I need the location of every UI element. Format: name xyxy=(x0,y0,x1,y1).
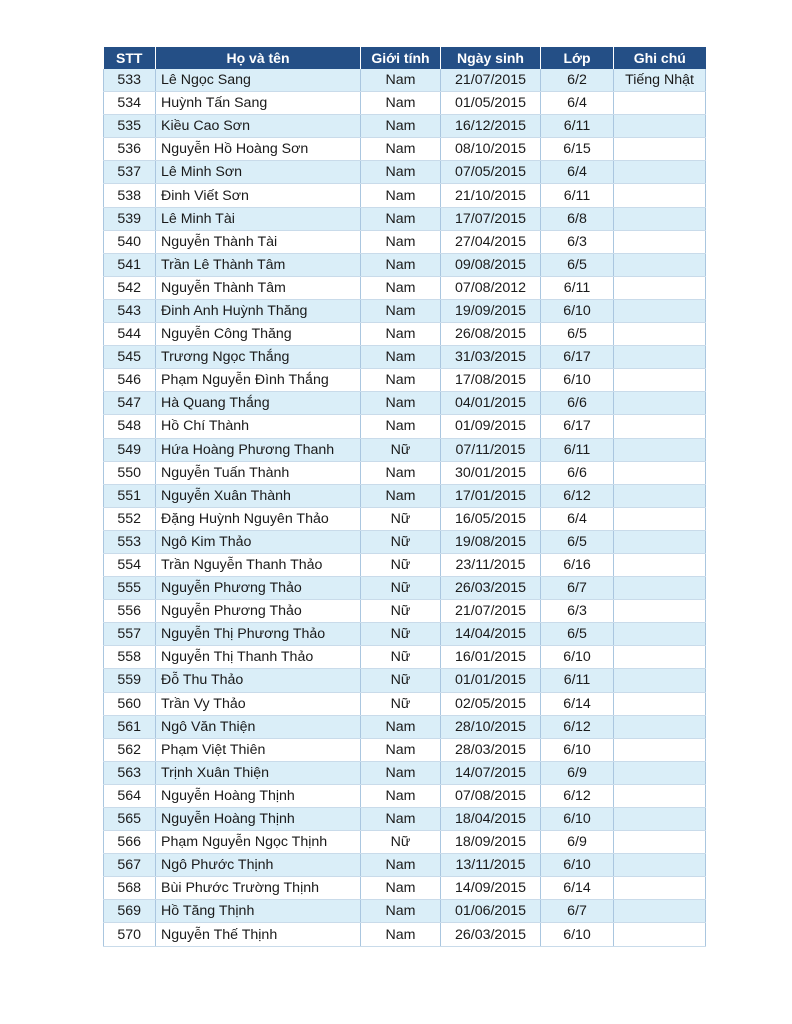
cell-class: 6/2 xyxy=(541,69,614,92)
cell-note xyxy=(614,461,706,484)
cell-stt: 549 xyxy=(104,438,156,461)
cell-note xyxy=(614,438,706,461)
cell-name: Lê Ngọc Sang xyxy=(156,69,361,92)
table-row xyxy=(104,438,706,461)
cell-note xyxy=(614,692,706,715)
cell-stt: 566 xyxy=(104,831,156,854)
cell-name: Lê Minh Tài xyxy=(156,207,361,230)
cell-gender: Nam xyxy=(361,184,441,207)
cell-name: Phạm Nguyễn Đình Thắng xyxy=(156,369,361,392)
cell-class: 6/17 xyxy=(541,346,614,369)
header-full-name: Họ và tên xyxy=(156,47,361,69)
cell-class: 6/10 xyxy=(541,808,614,831)
table-row xyxy=(104,831,706,854)
table-row xyxy=(104,507,706,530)
cell-class: 6/6 xyxy=(541,461,614,484)
cell-gender: Nữ xyxy=(361,530,441,553)
cell-name: Trịnh Xuân Thiện xyxy=(156,761,361,784)
table-row xyxy=(104,253,706,276)
cell-note xyxy=(614,323,706,346)
table-row xyxy=(104,276,706,299)
cell-gender: Nam xyxy=(361,900,441,923)
cell-stt: 565 xyxy=(104,808,156,831)
cell-gender: Nam xyxy=(361,276,441,299)
cell-note: Tiếng Nhật xyxy=(614,69,706,92)
cell-dob: 14/07/2015 xyxy=(441,761,541,784)
table-row xyxy=(104,461,706,484)
table-row xyxy=(104,323,706,346)
cell-dob: 31/03/2015 xyxy=(441,346,541,369)
cell-gender: Nam xyxy=(361,715,441,738)
cell-dob: 21/10/2015 xyxy=(441,184,541,207)
cell-stt: 546 xyxy=(104,369,156,392)
cell-class: 6/11 xyxy=(541,669,614,692)
cell-name: Lê Minh Sơn xyxy=(156,161,361,184)
cell-note xyxy=(614,808,706,831)
cell-note xyxy=(614,854,706,877)
cell-stt: 555 xyxy=(104,577,156,600)
cell-stt: 550 xyxy=(104,461,156,484)
cell-dob: 07/05/2015 xyxy=(441,161,541,184)
cell-dob: 18/09/2015 xyxy=(441,831,541,854)
cell-class: 6/11 xyxy=(541,184,614,207)
table-row xyxy=(104,738,706,761)
cell-class: 6/17 xyxy=(541,415,614,438)
cell-stt: 535 xyxy=(104,115,156,138)
cell-dob: 01/05/2015 xyxy=(441,92,541,115)
cell-name: Nguyễn Hoàng Thịnh xyxy=(156,808,361,831)
table-row xyxy=(104,784,706,807)
cell-note xyxy=(614,138,706,161)
cell-stt: 567 xyxy=(104,854,156,877)
table-row xyxy=(104,877,706,900)
table-row xyxy=(104,692,706,715)
cell-class: 6/16 xyxy=(541,553,614,576)
cell-note xyxy=(614,669,706,692)
cell-dob: 17/01/2015 xyxy=(441,484,541,507)
cell-dob: 17/08/2015 xyxy=(441,369,541,392)
header-gender: Giới tính xyxy=(361,47,441,69)
cell-class: 6/14 xyxy=(541,692,614,715)
cell-dob: 07/11/2015 xyxy=(441,438,541,461)
cell-dob: 30/01/2015 xyxy=(441,461,541,484)
cell-gender: Nam xyxy=(361,738,441,761)
table-row xyxy=(104,530,706,553)
cell-gender: Nam xyxy=(361,784,441,807)
cell-name: Ngô Kim Thảo xyxy=(156,530,361,553)
cell-stt: 560 xyxy=(104,692,156,715)
cell-note xyxy=(614,507,706,530)
cell-class: 6/15 xyxy=(541,138,614,161)
cell-name: Huỳnh Tấn Sang xyxy=(156,92,361,115)
cell-name: Hứa Hoàng Phương Thanh xyxy=(156,438,361,461)
cell-dob: 13/11/2015 xyxy=(441,854,541,877)
cell-name: Trần Lê Thành Tâm xyxy=(156,253,361,276)
table-row xyxy=(104,923,706,946)
cell-stt: 551 xyxy=(104,484,156,507)
cell-note xyxy=(614,92,706,115)
cell-gender: Nam xyxy=(361,877,441,900)
cell-name: Kiều Cao Sơn xyxy=(156,115,361,138)
cell-note xyxy=(614,253,706,276)
cell-gender: Nữ xyxy=(361,553,441,576)
cell-name: Trương Ngọc Thắng xyxy=(156,346,361,369)
cell-gender: Nam xyxy=(361,207,441,230)
table-row xyxy=(104,369,706,392)
cell-name: Đinh Viết Sơn xyxy=(156,184,361,207)
cell-name: Nguyễn Phương Thảo xyxy=(156,600,361,623)
cell-stt: 543 xyxy=(104,299,156,322)
table-row xyxy=(104,115,706,138)
cell-gender: Nam xyxy=(361,92,441,115)
table-row xyxy=(104,415,706,438)
cell-dob: 27/04/2015 xyxy=(441,230,541,253)
cell-dob: 07/08/2015 xyxy=(441,784,541,807)
table-row xyxy=(104,623,706,646)
cell-note xyxy=(614,877,706,900)
table-row xyxy=(104,138,706,161)
table-row xyxy=(104,299,706,322)
cell-name: Trần Vy Thảo xyxy=(156,692,361,715)
cell-name: Nguyễn Phương Thảo xyxy=(156,577,361,600)
cell-stt: 569 xyxy=(104,900,156,923)
cell-dob: 14/04/2015 xyxy=(441,623,541,646)
cell-stt: 559 xyxy=(104,669,156,692)
cell-note xyxy=(614,784,706,807)
cell-note xyxy=(614,207,706,230)
cell-class: 6/4 xyxy=(541,161,614,184)
table-row xyxy=(104,230,706,253)
cell-class: 6/12 xyxy=(541,484,614,507)
cell-class: 6/9 xyxy=(541,831,614,854)
cell-dob: 09/08/2015 xyxy=(441,253,541,276)
cell-gender: Nam xyxy=(361,369,441,392)
cell-stt: 553 xyxy=(104,530,156,553)
cell-note xyxy=(614,761,706,784)
cell-stt: 556 xyxy=(104,600,156,623)
cell-dob: 04/01/2015 xyxy=(441,392,541,415)
cell-note xyxy=(614,553,706,576)
cell-gender: Nam xyxy=(361,923,441,946)
cell-dob: 16/05/2015 xyxy=(441,507,541,530)
cell-dob: 08/10/2015 xyxy=(441,138,541,161)
cell-stt: 538 xyxy=(104,184,156,207)
cell-gender: Nữ xyxy=(361,831,441,854)
cell-class: 6/8 xyxy=(541,207,614,230)
cell-stt: 537 xyxy=(104,161,156,184)
cell-gender: Nam xyxy=(361,138,441,161)
cell-name: Nguyễn Thành Tâm xyxy=(156,276,361,299)
cell-stt: 542 xyxy=(104,276,156,299)
cell-note xyxy=(614,346,706,369)
cell-class: 6/14 xyxy=(541,877,614,900)
cell-dob: 16/01/2015 xyxy=(441,646,541,669)
cell-dob: 21/07/2015 xyxy=(441,600,541,623)
cell-class: 6/10 xyxy=(541,923,614,946)
header-class: Lớp xyxy=(541,47,614,69)
cell-dob: 21/07/2015 xyxy=(441,69,541,92)
cell-name: Nguyễn Công Thăng xyxy=(156,323,361,346)
cell-gender: Nam xyxy=(361,461,441,484)
cell-stt: 541 xyxy=(104,253,156,276)
cell-class: 6/7 xyxy=(541,577,614,600)
header-row xyxy=(104,47,706,69)
cell-name: Phạm Việt Thiên xyxy=(156,738,361,761)
cell-gender: Nam xyxy=(361,761,441,784)
cell-dob: 01/09/2015 xyxy=(441,415,541,438)
cell-gender: Nam xyxy=(361,299,441,322)
cell-gender: Nữ xyxy=(361,692,441,715)
cell-note xyxy=(614,900,706,923)
cell-gender: Nam xyxy=(361,115,441,138)
header-note: Ghi chú xyxy=(614,47,706,69)
cell-gender: Nam xyxy=(361,323,441,346)
table-row xyxy=(104,184,706,207)
cell-gender: Nữ xyxy=(361,438,441,461)
cell-note xyxy=(614,600,706,623)
cell-dob: 17/07/2015 xyxy=(441,207,541,230)
cell-name: Ngô Văn Thiện xyxy=(156,715,361,738)
table-row xyxy=(104,553,706,576)
cell-name: Ngô Phước Thịnh xyxy=(156,854,361,877)
cell-stt: 548 xyxy=(104,415,156,438)
cell-gender: Nam xyxy=(361,484,441,507)
cell-gender: Nữ xyxy=(361,646,441,669)
table-row xyxy=(104,577,706,600)
cell-name: Nguyễn Thị Thanh Thảo xyxy=(156,646,361,669)
cell-dob: 18/04/2015 xyxy=(441,808,541,831)
cell-class: 6/5 xyxy=(541,323,614,346)
cell-note xyxy=(614,184,706,207)
table-row xyxy=(104,715,706,738)
cell-note xyxy=(614,484,706,507)
cell-name: Hồ Chí Thành xyxy=(156,415,361,438)
cell-name: Nguyễn Hoàng Thịnh xyxy=(156,784,361,807)
cell-name: Đặng Huỳnh Nguyên Thảo xyxy=(156,507,361,530)
cell-class: 6/6 xyxy=(541,392,614,415)
cell-stt: 568 xyxy=(104,877,156,900)
table-row xyxy=(104,646,706,669)
table-row xyxy=(104,346,706,369)
cell-gender: Nam xyxy=(361,854,441,877)
cell-stt: 536 xyxy=(104,138,156,161)
cell-dob: 01/01/2015 xyxy=(441,669,541,692)
cell-dob: 28/03/2015 xyxy=(441,738,541,761)
cell-class: 6/10 xyxy=(541,299,614,322)
cell-stt: 554 xyxy=(104,553,156,576)
cell-gender: Nữ xyxy=(361,600,441,623)
cell-note xyxy=(614,646,706,669)
cell-name: Nguyễn Thị Phương Thảo xyxy=(156,623,361,646)
cell-gender: Nam xyxy=(361,69,441,92)
cell-stt: 539 xyxy=(104,207,156,230)
cell-class: 6/10 xyxy=(541,854,614,877)
cell-gender: Nữ xyxy=(361,623,441,646)
cell-note xyxy=(614,276,706,299)
cell-dob: 16/12/2015 xyxy=(441,115,541,138)
cell-dob: 26/03/2015 xyxy=(441,923,541,946)
cell-gender: Nam xyxy=(361,161,441,184)
cell-gender: Nữ xyxy=(361,577,441,600)
cell-class: 6/10 xyxy=(541,738,614,761)
cell-dob: 01/06/2015 xyxy=(441,900,541,923)
cell-note xyxy=(614,161,706,184)
cell-name: Nguyễn Hồ Hoàng Sơn xyxy=(156,138,361,161)
cell-class: 6/4 xyxy=(541,92,614,115)
cell-class: 6/12 xyxy=(541,784,614,807)
cell-dob: 26/08/2015 xyxy=(441,323,541,346)
cell-note xyxy=(614,623,706,646)
cell-class: 6/10 xyxy=(541,646,614,669)
cell-gender: Nam xyxy=(361,253,441,276)
cell-note xyxy=(614,392,706,415)
cell-stt: 564 xyxy=(104,784,156,807)
cell-stt: 544 xyxy=(104,323,156,346)
cell-name: Bùi Phước Trường Thịnh xyxy=(156,877,361,900)
cell-gender: Nữ xyxy=(361,507,441,530)
cell-note xyxy=(614,369,706,392)
cell-class: 6/10 xyxy=(541,369,614,392)
cell-name: Nguyễn Thế Thịnh xyxy=(156,923,361,946)
header-date-of-birth: Ngày sinh xyxy=(441,47,541,69)
cell-note xyxy=(614,923,706,946)
table-row xyxy=(104,69,706,92)
student-roster-table xyxy=(103,47,706,947)
table-row xyxy=(104,600,706,623)
cell-stt: 533 xyxy=(104,69,156,92)
cell-note xyxy=(614,831,706,854)
cell-dob: 28/10/2015 xyxy=(441,715,541,738)
cell-name: Đinh Anh Huỳnh Thăng xyxy=(156,299,361,322)
cell-gender: Nữ xyxy=(361,669,441,692)
cell-note xyxy=(614,530,706,553)
cell-gender: Nam xyxy=(361,392,441,415)
cell-stt: 547 xyxy=(104,392,156,415)
cell-class: 6/5 xyxy=(541,253,614,276)
table-row xyxy=(104,669,706,692)
cell-name: Phạm Nguyễn Ngọc Thịnh xyxy=(156,831,361,854)
cell-dob: 19/08/2015 xyxy=(441,530,541,553)
cell-note xyxy=(614,115,706,138)
cell-class: 6/5 xyxy=(541,623,614,646)
table-row xyxy=(104,92,706,115)
cell-note xyxy=(614,230,706,253)
table-row xyxy=(104,161,706,184)
cell-dob: 19/09/2015 xyxy=(441,299,541,322)
cell-class: 6/5 xyxy=(541,530,614,553)
cell-stt: 557 xyxy=(104,623,156,646)
cell-name: Nguyễn Thành Tài xyxy=(156,230,361,253)
cell-note xyxy=(614,715,706,738)
cell-stt: 540 xyxy=(104,230,156,253)
table-row xyxy=(104,484,706,507)
cell-dob: 26/03/2015 xyxy=(441,577,541,600)
cell-stt: 563 xyxy=(104,761,156,784)
cell-dob: 07/08/2012 xyxy=(441,276,541,299)
cell-dob: 14/09/2015 xyxy=(441,877,541,900)
table-row xyxy=(104,808,706,831)
table-row xyxy=(104,392,706,415)
table-header xyxy=(104,47,706,69)
cell-stt: 561 xyxy=(104,715,156,738)
cell-note xyxy=(614,415,706,438)
table-row xyxy=(104,900,706,923)
cell-class: 6/11 xyxy=(541,115,614,138)
table-row xyxy=(104,761,706,784)
cell-dob: 02/05/2015 xyxy=(441,692,541,715)
cell-stt: 545 xyxy=(104,346,156,369)
table-row xyxy=(104,207,706,230)
cell-gender: Nam xyxy=(361,346,441,369)
cell-class: 6/12 xyxy=(541,715,614,738)
cell-note xyxy=(614,738,706,761)
table-body xyxy=(104,69,706,946)
cell-class: 6/3 xyxy=(541,600,614,623)
cell-name: Hà Quang Thắng xyxy=(156,392,361,415)
cell-class: 6/9 xyxy=(541,761,614,784)
cell-dob: 23/11/2015 xyxy=(441,553,541,576)
cell-stt: 534 xyxy=(104,92,156,115)
cell-class: 6/4 xyxy=(541,507,614,530)
cell-class: 6/11 xyxy=(541,276,614,299)
cell-name: Nguyễn Xuân Thành xyxy=(156,484,361,507)
cell-gender: Nam xyxy=(361,808,441,831)
cell-class: 6/3 xyxy=(541,230,614,253)
cell-stt: 552 xyxy=(104,507,156,530)
cell-stt: 558 xyxy=(104,646,156,669)
cell-name: Trần Nguyễn Thanh Thảo xyxy=(156,553,361,576)
cell-stt: 562 xyxy=(104,738,156,761)
table-row xyxy=(104,854,706,877)
cell-gender: Nam xyxy=(361,415,441,438)
cell-stt: 570 xyxy=(104,923,156,946)
cell-name: Hồ Tăng Thịnh xyxy=(156,900,361,923)
cell-class: 6/7 xyxy=(541,900,614,923)
cell-note xyxy=(614,299,706,322)
cell-gender: Nam xyxy=(361,230,441,253)
cell-class: 6/11 xyxy=(541,438,614,461)
header-stt: STT xyxy=(104,47,156,69)
cell-note xyxy=(614,577,706,600)
cell-name: Nguyễn Tuấn Thành xyxy=(156,461,361,484)
cell-name: Đỗ Thu Thảo xyxy=(156,669,361,692)
